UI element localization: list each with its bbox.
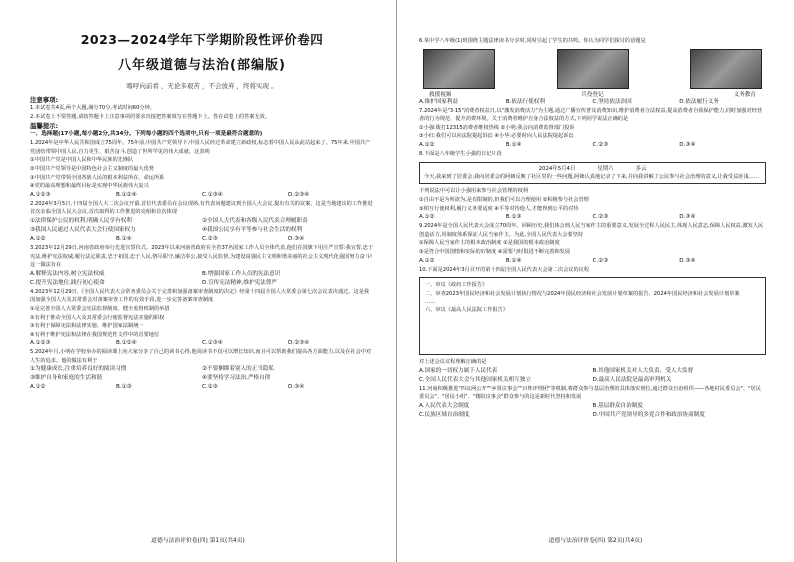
agenda-item: 六、审议《最高人民法院工作报告》 [425,307,509,314]
right-page [397,0,794,562]
option-b: B.①②④ [116,191,137,198]
option-a: A.国家的一切权力属于人民代表 [419,367,498,374]
q2-options [30,235,374,244]
q7-item: ①小强:拨打12315消费者维权热线 ②小明:我会向消费监督部门投诉 [419,124,575,131]
option-a: A.①②③ [30,191,51,198]
note-item: 1.本试卷共4页,两个大题,满分70分,考试时间60分钟。 [30,105,155,111]
q4-item: ①是完善全国人大常委会宪法监督制度、健全监督机制的举措 [30,305,170,312]
question-4: 4.2023年12月29日,《全国人民代表大会常务委员会关于完善和加强备案审查制度的决定》经第十四届全国人大常委会第七次会议表决通过。这是我国加强全国人大及其常委会对备案审查工作的有效手段,进一步完善备案审查制度 [30,288,370,304]
option-b: B.①④ [116,235,132,242]
option-a: A.①② [30,384,46,391]
agenda-box [419,277,766,355]
option-a: A.①② [419,141,435,148]
q7-item: ③小红:我们可以向法院提起诉讼 ④小华:必要时向人民法院提起诉讼 [419,133,574,140]
q5-items-row [30,365,374,374]
q5-options [30,383,374,392]
q2-item: ④我国公民享有平等参与社会生活的权利 [202,226,303,233]
q8-item: ③相互行使权利,履行义务要适度 ④平等对待他人,才能得到公平的对待 [419,205,579,212]
photo-military [557,49,629,89]
q4-item: ④有利于维护宪法和法律在我国规范性文件中的首要地位 [30,331,160,338]
q6-captions [429,90,756,98]
q8-item: ①自由不是为所欲为,是有限制的,但我们可以合理使用 ②积极参与社会管理 [419,196,589,203]
diary-text: 今天,我来到了居委会,我向居委会的阿姨反映了社区里的一些问题,阿姨认真地记录了下来,并向我讲解了公民参与社会治理的意义,让我受益匪浅…… [424,173,760,180]
option-a: A.①② [419,214,435,221]
option-c: C.①③④ [202,340,223,347]
caption: 救援视频 [429,91,452,98]
q5-item: ④要坚持学习法治,严格自律 [202,375,271,382]
option-a: A.①② [30,235,46,242]
option-c: C.提升宪法地位,践行初心使命 [30,279,105,286]
diary-header [424,165,761,173]
question-1: 1.2024年是中华人民共和国成立75周年。75年前,中国共产党领导下,中国人民经过革命建立新政权,标志着中国人民从此站起来了。75年来,中国共产党团结带领中国人民,自力更生、艰苦奋斗,创造了世所罕见的伟大成就。这表明 [30,140,371,155]
option-b: B.其他国家机关对人大负责、受人大监督 [592,367,694,374]
q1-options [30,191,374,200]
option-d: D.③④ [679,214,696,221]
q11-options [419,402,766,411]
question-11: 11.河南积极推进"四议两公开""乡贤议事会""百姓评理团"等机制,将群众参与基层治理的具体落实到位,通过群众自治组织——各地村民委员会"、"居民委员会"、"居民小组"、"楼院议事会"群众参与的这是新时代坚持和发展 [419,385,761,401]
option-a: A.解释宪法内容,树立宪法权威 [30,270,105,277]
q3-options [30,279,374,288]
diary-weekday: 星期六 [597,165,614,172]
motto-line: 喀呼向前看 ，无论多艰苦 ，不会放弃 ，终将实现 。 [126,82,278,90]
option-d: D.③④ [679,257,696,264]
option-c: C.坚持依法治国 [592,98,632,105]
option-d: D.③④ [288,384,305,391]
question-5: 5.2024年月,小明在学校举办的阅读课上向大家分享了自己的读书心得,他说读书不仅可以增长知识,而且可以帮助我们提高各方面能力,以及在社会中对人生的追求。他的做法有利于 [30,349,372,364]
option-a: A.维护国家利益 [419,98,459,105]
q9-options [419,257,766,266]
option-b: B.依法行使权利 [505,98,545,105]
q1-item: ②中国共产党领导是中国特色社会主义制度的最大优势 [30,165,154,172]
diary-box [419,162,766,185]
q2-items-row [30,217,374,226]
diary-date: 2024年5月4日 [538,165,576,172]
caption: 兵役登记 [581,91,604,98]
question-10: 10.下面是2024年3月召开的第十四届全国人民代表大会第二次会议的议程 [419,266,590,273]
q11-options [419,411,766,420]
q8-subprompt: 下列说法中可以让小强用来参与社会管理的权利 [419,188,528,195]
agenda-item: 一、审议《政府工作报告》 [425,282,488,289]
q6-options [419,98,766,107]
q5-items-row [30,374,374,383]
warning-label: 温馨提示: [30,122,59,131]
q5-item: ①为健康成长,注重培养良好的阅读习惯 [30,366,127,373]
option-a: A.人民代表大会制度 [419,402,470,409]
q4-item: ②有利于推动全国人大及其常委会行使监督宪法实施的职权 [30,314,165,321]
notes-header: 注意事项: [30,96,59,104]
q8-options [419,213,766,222]
q7-options [419,141,766,150]
q5-item: ②不要捆绑着别人的正当隐私 [202,366,275,373]
q4-options [30,339,374,348]
option-c: C.②③ [592,141,609,148]
q3-options [30,270,374,279]
option-b: B.①③ [116,384,132,391]
section-one-heading: 一、选择题(17小题,每小题2分,共34分。下列每小题的四个选项中,只有一项是最符合题意的) [30,131,263,138]
q10-options [419,376,766,385]
q1-item: ④党的最高理想和最终目标是实现中华民族伟大复兴 [30,183,149,190]
q5-item: ③维护自身和家庭的生活和谐 [30,375,103,382]
option-b: B.①④ [505,141,522,148]
question-9: 9.2024年是全国人民代表大会成立70周年。回顾历史,我们体会到人民当家作主的重要意义,发展全过程人民民主,体现人民意志,保障人民权益,激发人民创造活力,用制度体系保证人民当家作主。为此,全国人民代表大会要坚持 [419,223,764,238]
exam-title: 2023—2024学年下学期阶段性评价卷四 [80,32,324,47]
option-a: A.①② [419,257,435,264]
option-b: B.①④ [505,257,522,264]
q10-options [419,367,766,376]
option-c: C.②③ [202,235,218,242]
option-d: D.宣传宪法精神,维护宪法尊严 [202,279,277,286]
option-d: D.③④ [679,141,696,148]
q2-item: ②全国人大代表和各级人民代表合理履职责 [202,217,308,224]
page-footer: 道德与法治评价卷(四) 第2页(共4页) [548,538,643,544]
question-6: 6.某中学八年级(1)班围绕主题法律读书分享时,同时引起了学生的共鸣。你认为同学们探讨的话题是 [419,38,646,44]
question-2: 2.2024年3月5日,十四届全国人大二次会议开幕,首位代表委员在会议现场,有代表问题建议到全国人大会议,提出有关的议案。这是当地建议的工作推进首次亲临全国人民大会议,首次取得的工作推进的亮相和首次体现 [30,200,373,216]
option-d: D.②③④ [288,340,310,347]
option-d: D.最高人民法院是最高审判机关 [592,376,672,383]
photo-classroom [690,49,762,89]
option-b: B.增强国家工作人员的宪法意识 [202,270,281,277]
option-b: B.基层群众自治制度 [592,402,643,409]
agenda-item: …… [425,298,436,305]
note-item: 2.本试卷上不要答题,请按答题卡上注意事项的要求直接把答案填写在答题卡上。答在试卷上的答案无效。 [30,113,271,120]
option-c: C.②③ [592,214,609,221]
q9-item: ③是符合中国国情和实际的好制度 ④需要与时俱进不断完善和发展 [419,248,571,255]
q2-items-row [30,226,374,235]
photo-rescue [423,49,495,89]
question-3: 3.2023年12月29日,河南省政府举行先进宣誓仪式。2023年以来河南省政府在全省37名国家工作人员全体代表,他们在国旗下用庄严宣誓:我宣誓,忠于宪法,维护宪法权威,履行法定职责,忠于祖国,忠于人民,恪尽职守,廉洁奉公,接受人民监督,为建设富强民主文明和谐美丽的社会主义现代化强国努力奋斗!这一做法旨在 [30,244,374,269]
agenda-item: 二、审查2023年国民经济和社会发展计划执行情况与2024年国民经济和社会发展计划草案的报告、2024年国民经济和社会发展计划草案 [425,290,740,297]
diary-weather: 多云 [635,165,647,172]
q6-photos [423,49,762,89]
q10-subprompt: 对上述会议议程理解正确的是 [419,359,487,366]
caption: 义务教育 [733,91,756,98]
option-c: C.②③ [202,384,218,391]
q1-item: ③中国共产党带领全国各族人民的根本利益所在、命运所系 [30,174,165,181]
q9-item: ①保障人民当家作主的根本政治制度 ②是我国的根本政治制度 [419,240,560,247]
question-8: 8.下面是八年级学生小强的日记片段 [419,150,502,157]
exam-subtitle: 八年级道德与法治(部编版) [118,58,286,73]
option-a: A.①②③ [30,340,51,347]
q2-item: ①法律保护公民的权利,明确人民享有权利 [30,217,132,224]
option-c: C.①③④ [202,191,223,198]
option-c: C.全国人民代表大会与其他国家机关相互独立 [419,376,531,383]
q4-item: ③有利于保障宪法和法律实施、维护国家法制统一 [30,323,144,330]
option-b: B.①②④ [116,340,137,347]
option-d: D.中国共产党领导的多党合作和政治协商制度 [592,411,705,418]
option-b: B.①③ [505,214,522,221]
question-7: 7.2024年是"3·15"消费者权益日,以"激发消费活力"为主题,通过广播宣传普及消费知识,维护消费者合法权益,提高消费者自我保护能力,同时加强对经营者的行为规范、提升消费环境。关于消费者维护自身合法权益的方式,下列同学说法正确的是 [419,107,763,123]
option-d: D.③④ [288,235,305,242]
option-d: D.②③④ [288,191,310,198]
page-footer: 道德与法治评价卷(四) 第1页(共4页) [151,538,245,544]
q2-item: ③我国人民通过人民代表大会行使国家权力 [30,226,136,233]
option-c: C.民族区域自治制度 [419,411,470,418]
option-d: D.依法履行义务 [679,98,719,105]
q1-item: ①中国共产党是中国人民和中华民族的先锋队 [30,157,134,164]
option-c: C.②③ [592,257,609,264]
